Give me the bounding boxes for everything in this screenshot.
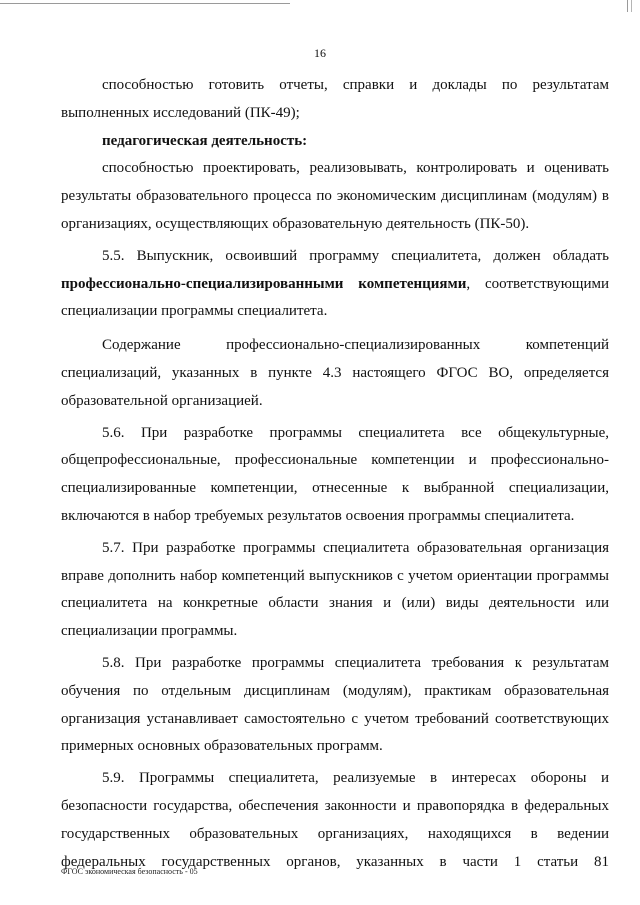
document-footer: ФГОС экономическая безопасность - 05 — [61, 867, 198, 876]
paragraph-5-9: 5.9. Программы специалитета, реализуемые в интересах обороны и безопасности государства, обеспечения законности и правопорядка в федеральных государственных образовательных организациях, находящихся в ведении федеральных государственных органов, указанных в части 1 статьи 81 — [61, 770, 609, 870]
paragraph-pk49: способностью готовить отчеты, справки и доклады по результатам выполненных исследований (ПК-49); — [61, 77, 609, 121]
paragraph-content-competencies: Содержание профессионально-специализированных компетенций специализаций, указанных в пункте 4.3 настоящего ФГОС ВО, определяется образовательной организацией. — [61, 337, 609, 409]
paragraph-5-5-part2: , соответствующими специализации программы специалитета. — [61, 275, 609, 320]
scan-edge-mark — [627, 0, 628, 12]
paragraph-5-7: 5.7. При разработке программы специалитета образовательная организация вправе дополнить набор компетенций выпускников с учетом ориентации программы специалитета на конкретные области знания и (или) виды деятельности или специализации программы. — [61, 539, 609, 640]
paragraph-5-5-part1: 5.5. Выпускник, освоивший программу специалитета, должен обладать — [102, 247, 609, 264]
document-body — [61, 72, 609, 876]
paragraph-pk50: способностью проектировать, реализовывать, контролировать и оценивать результаты образовательного процесса по экономическим дисциплинам (модулям) в организациях, осуществляющих образовательную деятельность (ПК-50). — [61, 160, 609, 232]
page-number: 16 — [314, 46, 326, 60]
paragraph-5-5 — [61, 243, 609, 326]
scan-edge-mark — [631, 0, 632, 12]
scan-edge-line — [0, 3, 290, 4]
paragraph-5-5-bold: профессионально-специализированными компетенциями — [61, 275, 467, 292]
paragraph-5-6: 5.6. При разработке программы специалитета все общекультурные, общепрофессиональные, профессиональные компетенции и профессионально-специализированные компетенции, отнесенные к выбранной специализации, включаются в набор требуемых результатов освоения программы специалитета. — [61, 424, 609, 524]
section-heading-pedagogical: педагогическая деятельность: — [102, 132, 308, 149]
paragraph-5-8: 5.8. При разработке программы специалитета требования к результатам обучения по отдельным дисциплинам (модулям), практикам образовательная организация устанавливает самостоятельно с учетом требований соответствующих примерных основных образовательных программ. — [61, 654, 609, 755]
